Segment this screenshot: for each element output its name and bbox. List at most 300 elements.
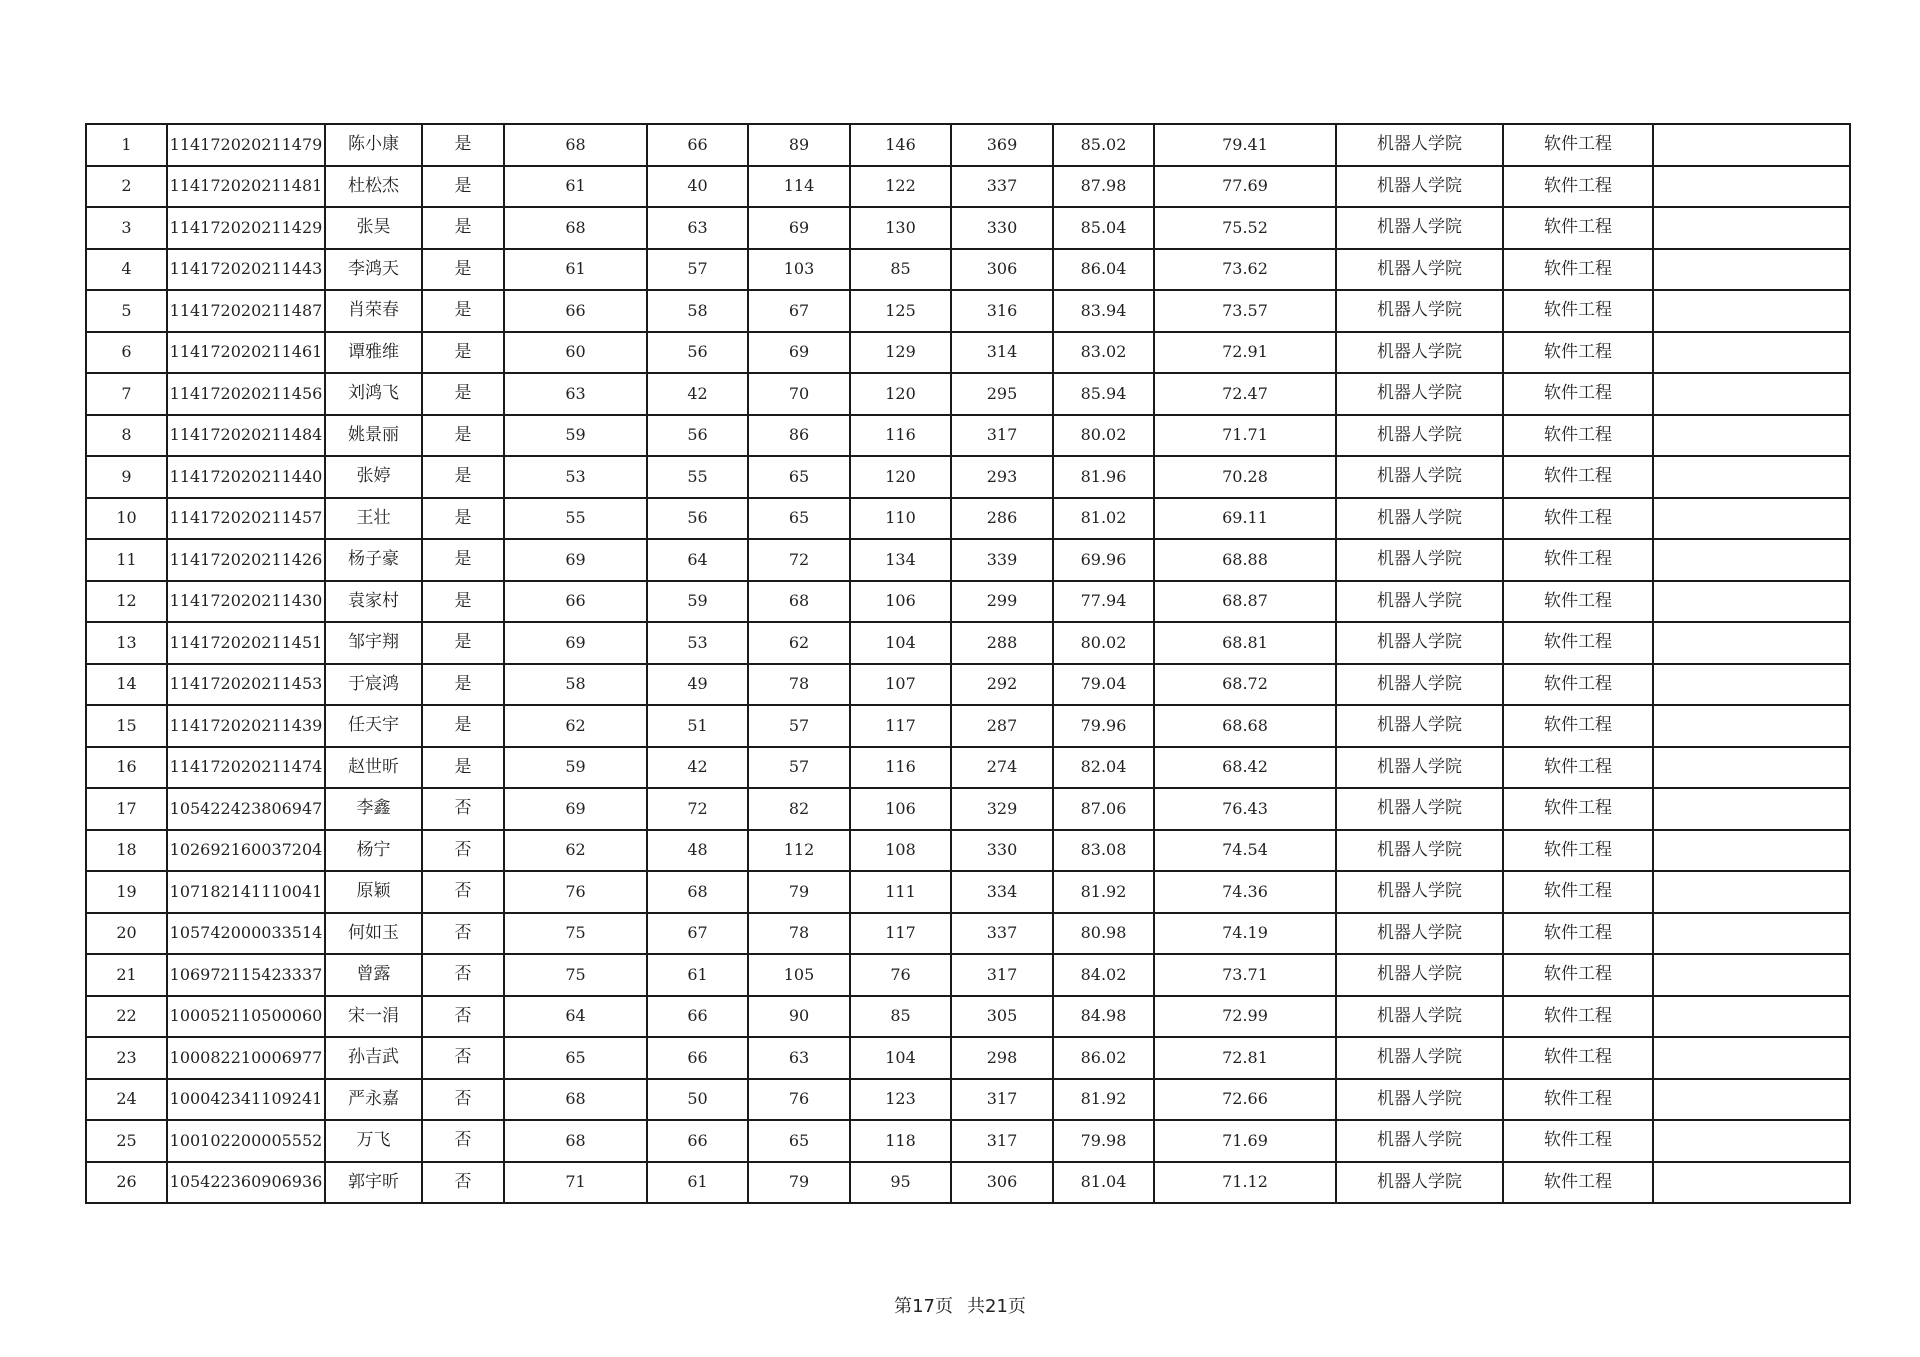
cell-college: 机器人学院 [1336, 332, 1503, 374]
cell-is-local: 否 [422, 1037, 504, 1079]
cell-college: 机器人学院 [1336, 913, 1503, 955]
cell-final-score: 73.57 [1154, 290, 1336, 332]
cell-score-english: 61 [647, 1162, 748, 1204]
cell-total-score: 287 [951, 705, 1053, 747]
cell-is-local: 是 [422, 290, 504, 332]
cell-is-local: 否 [422, 996, 504, 1038]
cell-college: 机器人学院 [1336, 1079, 1503, 1121]
cell-major: 软件工程 [1503, 913, 1653, 955]
cell-student-name: 杨子豪 [325, 539, 422, 581]
cell-score-professional: 85 [850, 996, 951, 1038]
cell-total-score: 295 [951, 373, 1053, 415]
cell-final-score: 73.71 [1154, 954, 1336, 996]
cell-row-index: 17 [86, 788, 167, 830]
cell-is-local: 是 [422, 166, 504, 208]
cell-score-english: 50 [647, 1079, 748, 1121]
cell-candidate-id: 114172020211481 [167, 166, 325, 208]
cell-candidate-id: 106972115423337 [167, 954, 325, 996]
cell-college: 机器人学院 [1336, 705, 1503, 747]
cell-score-professional: 117 [850, 913, 951, 955]
cell-candidate-id: 114172020211429 [167, 207, 325, 249]
cell-major: 软件工程 [1503, 954, 1653, 996]
table-body [86, 124, 1850, 1203]
cell-total-score: 286 [951, 498, 1053, 540]
cell-total-score: 317 [951, 954, 1053, 996]
cell-remarks [1653, 332, 1850, 374]
cell-student-name: 姚景丽 [325, 415, 422, 457]
table-row [86, 373, 1850, 415]
cell-student-name: 郭宇昕 [325, 1162, 422, 1204]
cell-is-local: 否 [422, 913, 504, 955]
cell-score-english: 57 [647, 249, 748, 291]
cell-college: 机器人学院 [1336, 581, 1503, 623]
cell-interview-score: 81.92 [1053, 871, 1154, 913]
cell-candidate-id: 114172020211487 [167, 290, 325, 332]
cell-score-politics: 71 [504, 1162, 647, 1204]
cell-remarks [1653, 913, 1850, 955]
cell-candidate-id: 114172020211439 [167, 705, 325, 747]
cell-candidate-id: 114172020211457 [167, 498, 325, 540]
cell-student-name: 宋一涓 [325, 996, 422, 1038]
cell-score-math: 65 [748, 456, 850, 498]
cell-score-english: 42 [647, 373, 748, 415]
cell-college: 机器人学院 [1336, 747, 1503, 789]
cell-candidate-id: 114172020211443 [167, 249, 325, 291]
cell-interview-score: 77.94 [1053, 581, 1154, 623]
cell-remarks [1653, 373, 1850, 415]
cell-row-index: 21 [86, 954, 167, 996]
cell-score-professional: 106 [850, 581, 951, 623]
cell-final-score: 71.12 [1154, 1162, 1336, 1204]
cell-major: 软件工程 [1503, 1037, 1653, 1079]
cell-is-local: 是 [422, 581, 504, 623]
cell-row-index: 25 [86, 1120, 167, 1162]
cell-interview-score: 79.04 [1053, 664, 1154, 706]
cell-candidate-id: 100042341109241 [167, 1079, 325, 1121]
cell-row-index: 14 [86, 664, 167, 706]
table-row [86, 1162, 1850, 1204]
table-row [86, 498, 1850, 540]
cell-is-local: 是 [422, 664, 504, 706]
cell-row-index: 7 [86, 373, 167, 415]
cell-remarks [1653, 996, 1850, 1038]
table-row [86, 124, 1850, 166]
page-number-current: 第17页 [894, 1296, 953, 1317]
cell-interview-score: 86.02 [1053, 1037, 1154, 1079]
cell-score-professional: 116 [850, 415, 951, 457]
cell-is-local: 是 [422, 373, 504, 415]
cell-student-name: 杨宁 [325, 830, 422, 872]
cell-score-professional: 134 [850, 539, 951, 581]
cell-major: 软件工程 [1503, 124, 1653, 166]
cell-interview-score: 86.04 [1053, 249, 1154, 291]
cell-interview-score: 81.96 [1053, 456, 1154, 498]
cell-is-local: 是 [422, 539, 504, 581]
cell-college: 机器人学院 [1336, 871, 1503, 913]
cell-interview-score: 87.98 [1053, 166, 1154, 208]
cell-interview-score: 81.92 [1053, 1079, 1154, 1121]
cell-final-score: 72.91 [1154, 332, 1336, 374]
table-row [86, 705, 1850, 747]
cell-row-index: 16 [86, 747, 167, 789]
cell-student-name: 邹宇翔 [325, 622, 422, 664]
cell-score-math: 68 [748, 581, 850, 623]
cell-major: 软件工程 [1503, 1079, 1653, 1121]
cell-remarks [1653, 1079, 1850, 1121]
cell-score-english: 59 [647, 581, 748, 623]
table-row [86, 332, 1850, 374]
table-row [86, 788, 1850, 830]
cell-major: 软件工程 [1503, 332, 1653, 374]
cell-score-politics: 69 [504, 539, 647, 581]
table-row [86, 581, 1850, 623]
cell-total-score: 316 [951, 290, 1053, 332]
cell-student-name: 杜松杰 [325, 166, 422, 208]
cell-score-math: 78 [748, 913, 850, 955]
cell-is-local: 是 [422, 124, 504, 166]
cell-final-score: 72.99 [1154, 996, 1336, 1038]
cell-candidate-id: 114172020211451 [167, 622, 325, 664]
cell-total-score: 317 [951, 1079, 1053, 1121]
cell-score-professional: 130 [850, 207, 951, 249]
cell-row-index: 18 [86, 830, 167, 872]
cell-remarks [1653, 622, 1850, 664]
cell-score-math: 62 [748, 622, 850, 664]
cell-remarks [1653, 747, 1850, 789]
cell-score-professional: 106 [850, 788, 951, 830]
cell-remarks [1653, 871, 1850, 913]
cell-final-score: 73.62 [1154, 249, 1336, 291]
cell-remarks [1653, 124, 1850, 166]
cell-score-professional: 95 [850, 1162, 951, 1204]
cell-student-name: 原颖 [325, 871, 422, 913]
table-row [86, 913, 1850, 955]
cell-is-local: 否 [422, 830, 504, 872]
cell-candidate-id: 100082210006977 [167, 1037, 325, 1079]
cell-total-score: 314 [951, 332, 1053, 374]
cell-total-score: 288 [951, 622, 1053, 664]
cell-college: 机器人学院 [1336, 207, 1503, 249]
cell-score-politics: 61 [504, 249, 647, 291]
cell-college: 机器人学院 [1336, 830, 1503, 872]
cell-score-politics: 69 [504, 788, 647, 830]
table-row [86, 207, 1850, 249]
cell-major: 软件工程 [1503, 249, 1653, 291]
cell-candidate-id: 114172020211430 [167, 581, 325, 623]
cell-interview-score: 83.02 [1053, 332, 1154, 374]
cell-interview-score: 80.02 [1053, 622, 1154, 664]
cell-total-score: 369 [951, 124, 1053, 166]
cell-score-professional: 117 [850, 705, 951, 747]
cell-major: 软件工程 [1503, 456, 1653, 498]
cell-score-professional: 111 [850, 871, 951, 913]
cell-major: 软件工程 [1503, 705, 1653, 747]
table-row [86, 622, 1850, 664]
cell-final-score: 68.87 [1154, 581, 1336, 623]
cell-score-math: 70 [748, 373, 850, 415]
cell-is-local: 是 [422, 332, 504, 374]
cell-score-professional: 125 [850, 290, 951, 332]
cell-score-professional: 120 [850, 373, 951, 415]
cell-score-english: 66 [647, 996, 748, 1038]
cell-final-score: 71.69 [1154, 1120, 1336, 1162]
cell-score-math: 57 [748, 705, 850, 747]
cell-major: 软件工程 [1503, 415, 1653, 457]
table-row [86, 747, 1850, 789]
table-row [86, 871, 1850, 913]
cell-score-politics: 64 [504, 996, 647, 1038]
cell-student-name: 肖荣春 [325, 290, 422, 332]
cell-student-name: 于宸鸿 [325, 664, 422, 706]
cell-score-math: 67 [748, 290, 850, 332]
cell-score-professional: 146 [850, 124, 951, 166]
cell-score-politics: 68 [504, 207, 647, 249]
cell-remarks [1653, 954, 1850, 996]
cell-score-math: 76 [748, 1079, 850, 1121]
cell-score-politics: 62 [504, 705, 647, 747]
cell-interview-score: 81.04 [1053, 1162, 1154, 1204]
cell-total-score: 337 [951, 913, 1053, 955]
cell-total-score: 329 [951, 788, 1053, 830]
cell-total-score: 298 [951, 1037, 1053, 1079]
cell-score-english: 66 [647, 124, 748, 166]
cell-college: 机器人学院 [1336, 290, 1503, 332]
cell-remarks [1653, 498, 1850, 540]
cell-row-index: 6 [86, 332, 167, 374]
cell-remarks [1653, 1162, 1850, 1204]
cell-major: 软件工程 [1503, 664, 1653, 706]
cell-student-name: 何如玉 [325, 913, 422, 955]
cell-score-math: 65 [748, 498, 850, 540]
cell-candidate-id: 114172020211474 [167, 747, 325, 789]
cell-score-politics: 61 [504, 166, 647, 208]
cell-college: 机器人学院 [1336, 249, 1503, 291]
cell-final-score: 70.28 [1154, 456, 1336, 498]
cell-score-politics: 68 [504, 124, 647, 166]
cell-is-local: 否 [422, 954, 504, 996]
cell-final-score: 72.47 [1154, 373, 1336, 415]
cell-final-score: 68.88 [1154, 539, 1336, 581]
cell-final-score: 68.68 [1154, 705, 1336, 747]
cell-row-index: 20 [86, 913, 167, 955]
cell-final-score: 79.41 [1154, 124, 1336, 166]
cell-remarks [1653, 705, 1850, 747]
table-row [86, 664, 1850, 706]
cell-score-english: 61 [647, 954, 748, 996]
cell-score-politics: 59 [504, 415, 647, 457]
cell-interview-score: 84.02 [1053, 954, 1154, 996]
cell-candidate-id: 114172020211456 [167, 373, 325, 415]
cell-row-index: 23 [86, 1037, 167, 1079]
table-row [86, 166, 1850, 208]
cell-interview-score: 79.98 [1053, 1120, 1154, 1162]
cell-major: 软件工程 [1503, 996, 1653, 1038]
cell-total-score: 339 [951, 539, 1053, 581]
cell-total-score: 330 [951, 207, 1053, 249]
cell-student-name: 刘鸿飞 [325, 373, 422, 415]
cell-score-professional: 120 [850, 456, 951, 498]
cell-score-professional: 85 [850, 249, 951, 291]
cell-student-name: 严永嘉 [325, 1079, 422, 1121]
cell-score-math: 90 [748, 996, 850, 1038]
cell-row-index: 9 [86, 456, 167, 498]
cell-score-math: 57 [748, 747, 850, 789]
cell-interview-score: 81.02 [1053, 498, 1154, 540]
cell-is-local: 否 [422, 871, 504, 913]
cell-final-score: 75.52 [1154, 207, 1336, 249]
cell-is-local: 否 [422, 1120, 504, 1162]
cell-score-politics: 58 [504, 664, 647, 706]
cell-score-professional: 116 [850, 747, 951, 789]
cell-row-index: 12 [86, 581, 167, 623]
cell-remarks [1653, 830, 1850, 872]
cell-is-local: 是 [422, 249, 504, 291]
cell-score-english: 67 [647, 913, 748, 955]
cell-college: 机器人学院 [1336, 166, 1503, 208]
cell-final-score: 72.81 [1154, 1037, 1336, 1079]
cell-total-score: 292 [951, 664, 1053, 706]
cell-remarks [1653, 664, 1850, 706]
cell-interview-score: 79.96 [1053, 705, 1154, 747]
cell-total-score: 337 [951, 166, 1053, 208]
cell-candidate-id: 114172020211453 [167, 664, 325, 706]
cell-score-politics: 76 [504, 871, 647, 913]
cell-total-score: 306 [951, 249, 1053, 291]
cell-candidate-id: 114172020211484 [167, 415, 325, 457]
cell-final-score: 72.66 [1154, 1079, 1336, 1121]
cell-final-score: 68.81 [1154, 622, 1336, 664]
cell-major: 软件工程 [1503, 166, 1653, 208]
cell-remarks [1653, 788, 1850, 830]
cell-major: 软件工程 [1503, 1120, 1653, 1162]
cell-interview-score: 87.06 [1053, 788, 1154, 830]
cell-student-name: 陈小康 [325, 124, 422, 166]
cell-candidate-id: 114172020211479 [167, 124, 325, 166]
cell-total-score: 330 [951, 830, 1053, 872]
cell-score-english: 56 [647, 415, 748, 457]
cell-row-index: 11 [86, 539, 167, 581]
cell-score-math: 63 [748, 1037, 850, 1079]
cell-remarks [1653, 1037, 1850, 1079]
cell-final-score: 68.42 [1154, 747, 1336, 789]
cell-major: 软件工程 [1503, 747, 1653, 789]
table-row [86, 830, 1850, 872]
cell-score-politics: 66 [504, 581, 647, 623]
cell-score-math: 89 [748, 124, 850, 166]
cell-score-math: 79 [748, 871, 850, 913]
cell-major: 软件工程 [1503, 498, 1653, 540]
table-row [86, 249, 1850, 291]
cell-row-index: 15 [86, 705, 167, 747]
cell-interview-score: 84.98 [1053, 996, 1154, 1038]
cell-student-name: 张昊 [325, 207, 422, 249]
cell-major: 软件工程 [1503, 207, 1653, 249]
cell-score-politics: 69 [504, 622, 647, 664]
cell-score-politics: 68 [504, 1079, 647, 1121]
cell-score-english: 66 [647, 1120, 748, 1162]
table-row [86, 954, 1850, 996]
cell-student-name: 谭雅维 [325, 332, 422, 374]
cell-row-index: 3 [86, 207, 167, 249]
cell-candidate-id: 107182141110041 [167, 871, 325, 913]
cell-score-english: 48 [647, 830, 748, 872]
cell-major: 软件工程 [1503, 539, 1653, 581]
cell-score-english: 72 [647, 788, 748, 830]
cell-final-score: 74.36 [1154, 871, 1336, 913]
cell-interview-score: 80.02 [1053, 415, 1154, 457]
cell-score-english: 56 [647, 498, 748, 540]
cell-score-english: 51 [647, 705, 748, 747]
cell-total-score: 317 [951, 1120, 1053, 1162]
cell-final-score: 74.54 [1154, 830, 1336, 872]
cell-row-index: 2 [86, 166, 167, 208]
cell-remarks [1653, 415, 1850, 457]
cell-is-local: 是 [422, 622, 504, 664]
cell-major: 软件工程 [1503, 373, 1653, 415]
cell-final-score: 74.19 [1154, 913, 1336, 955]
cell-student-name: 曾露 [325, 954, 422, 996]
cell-is-local: 是 [422, 747, 504, 789]
cell-score-math: 69 [748, 332, 850, 374]
cell-major: 软件工程 [1503, 788, 1653, 830]
cell-is-local: 是 [422, 456, 504, 498]
score-table [85, 123, 1851, 1204]
cell-score-politics: 65 [504, 1037, 647, 1079]
cell-remarks [1653, 456, 1850, 498]
cell-score-english: 55 [647, 456, 748, 498]
cell-major: 软件工程 [1503, 871, 1653, 913]
cell-total-score: 274 [951, 747, 1053, 789]
cell-score-professional: 110 [850, 498, 951, 540]
cell-score-politics: 55 [504, 498, 647, 540]
cell-college: 机器人学院 [1336, 124, 1503, 166]
cell-college: 机器人学院 [1336, 1162, 1503, 1204]
cell-score-math: 78 [748, 664, 850, 706]
cell-total-score: 305 [951, 996, 1053, 1038]
cell-interview-score: 80.98 [1053, 913, 1154, 955]
table-row [86, 539, 1850, 581]
cell-score-english: 53 [647, 622, 748, 664]
cell-college: 机器人学院 [1336, 954, 1503, 996]
cell-interview-score: 83.08 [1053, 830, 1154, 872]
cell-interview-score: 83.94 [1053, 290, 1154, 332]
cell-row-index: 4 [86, 249, 167, 291]
cell-score-politics: 63 [504, 373, 647, 415]
cell-score-english: 64 [647, 539, 748, 581]
cell-candidate-id: 100052110500060 [167, 996, 325, 1038]
cell-final-score: 71.71 [1154, 415, 1336, 457]
cell-score-math: 105 [748, 954, 850, 996]
cell-student-name: 孙吉武 [325, 1037, 422, 1079]
cell-row-index: 10 [86, 498, 167, 540]
cell-college: 机器人学院 [1336, 373, 1503, 415]
cell-score-english: 68 [647, 871, 748, 913]
cell-total-score: 317 [951, 415, 1053, 457]
cell-row-index: 26 [86, 1162, 167, 1204]
cell-interview-score: 85.04 [1053, 207, 1154, 249]
cell-final-score: 76.43 [1154, 788, 1336, 830]
cell-remarks [1653, 290, 1850, 332]
cell-score-professional: 108 [850, 830, 951, 872]
cell-candidate-id: 102692160037204 [167, 830, 325, 872]
cell-score-professional: 104 [850, 1037, 951, 1079]
cell-college: 机器人学院 [1336, 1037, 1503, 1079]
cell-score-english: 63 [647, 207, 748, 249]
cell-interview-score: 82.04 [1053, 747, 1154, 789]
cell-score-politics: 59 [504, 747, 647, 789]
cell-score-english: 40 [647, 166, 748, 208]
table-row [86, 1079, 1850, 1121]
